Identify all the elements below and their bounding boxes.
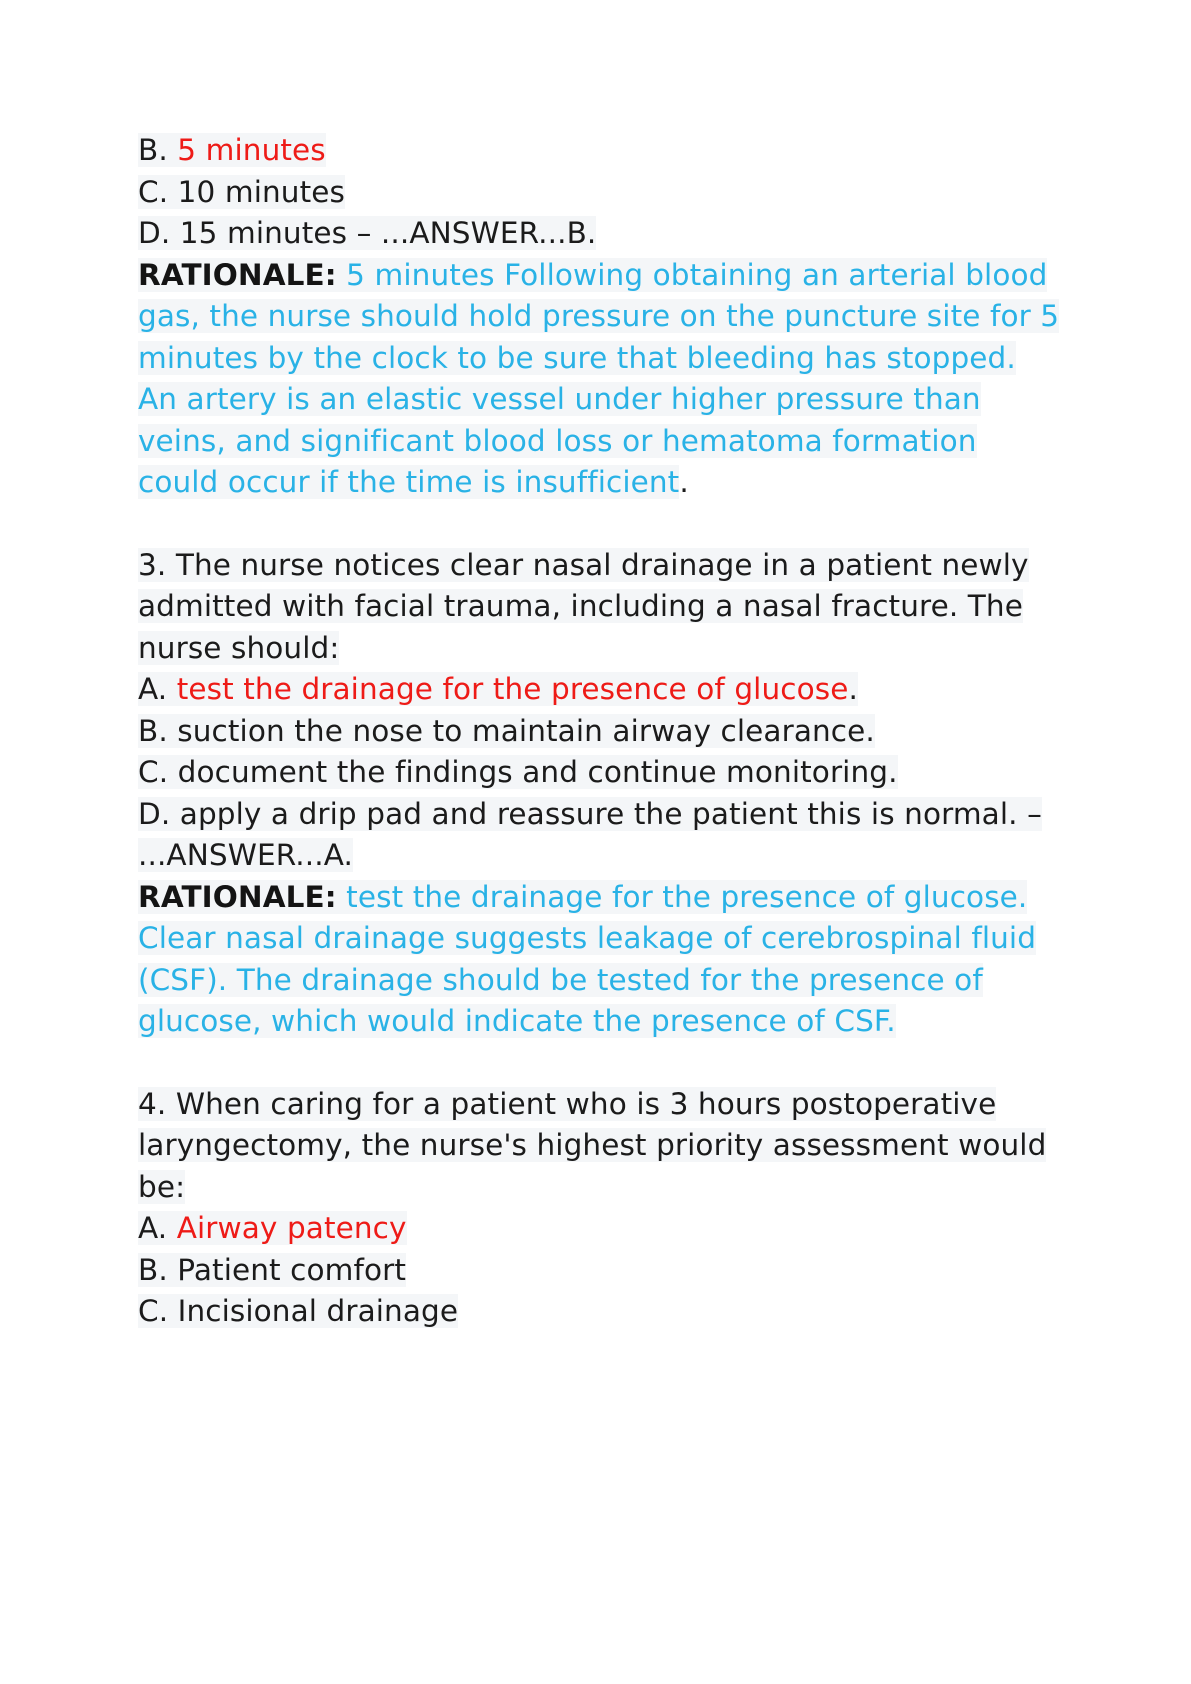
option-a-answer-text: test the drainage for the presence of glucose (176, 672, 849, 706)
question-2-rationale (138, 255, 1061, 504)
question-2-option-c: C. 10 minutes (138, 174, 345, 209)
rationale-text: test the drainage for the presence of glucose. Clear nasal drainage suggests leakage of cerebrospinal fluid (CSF). The drainage should be tested for the presence of glucose, which would indicate the presence of CSF. (138, 879, 1037, 1038)
question-2-block (138, 130, 1061, 504)
option-b-prefix: B. (138, 133, 178, 167)
option-a-prefix: A. (138, 672, 177, 706)
question-2-option-d: D. 15 minutes – ...ANSWER...B. (138, 216, 597, 250)
rationale-period: . (679, 465, 689, 499)
question-4-stem: 4. When caring for a patient who is 3 hours postoperative laryngectomy, the nurse's highest priority assessment would be: (138, 1086, 1047, 1204)
question-3-option-a (138, 669, 1061, 711)
question-3-stem: 3. The nurse notices clear nasal drainage in a patient newly admitted with facial trauma, including a nasal fracture. The nurse should: (138, 547, 1029, 665)
question-4-option-b: B. Patient comfort (138, 1252, 407, 1287)
rationale-text: 5 minutes Following obtaining an arterial blood gas, the nurse should hold pressure on the puncture site for 5 minutes by the clock to be sure that bleeding has stopped. An artery is an elastic vessel under higher pressure than veins, and significant blood loss or hematoma formation could occur if the time is insufficient (138, 257, 1060, 499)
rationale-label: RATIONALE: (138, 879, 337, 914)
question-2-option-b (138, 130, 1061, 172)
paragraph-gap (138, 504, 1061, 545)
option-b-answer-text: 5 minutes (177, 133, 326, 167)
question-3-option-b: B. suction the nose to maintain airway clearance. (138, 713, 875, 748)
option-a-prefix: A. (138, 1211, 177, 1245)
question-3-option-c: C. document the findings and continue monitoring. (138, 755, 898, 789)
option-a-answer-text: Airway patency (176, 1211, 407, 1245)
question-3-rationale (138, 877, 1061, 1043)
document-body (138, 130, 1061, 1333)
question-3-block (138, 545, 1061, 1043)
question-4-option-c: C. Incisional drainage (138, 1294, 459, 1328)
question-4-block (138, 1084, 1061, 1333)
option-a-period: . (848, 672, 858, 706)
paragraph-gap (138, 1043, 1061, 1084)
question-3-option-d: D. apply a drip pad and reassure the patient this is normal. – ...ANSWER...A. (138, 796, 1042, 872)
question-4-option-a (138, 1208, 1061, 1250)
rationale-label: RATIONALE: (138, 257, 337, 292)
